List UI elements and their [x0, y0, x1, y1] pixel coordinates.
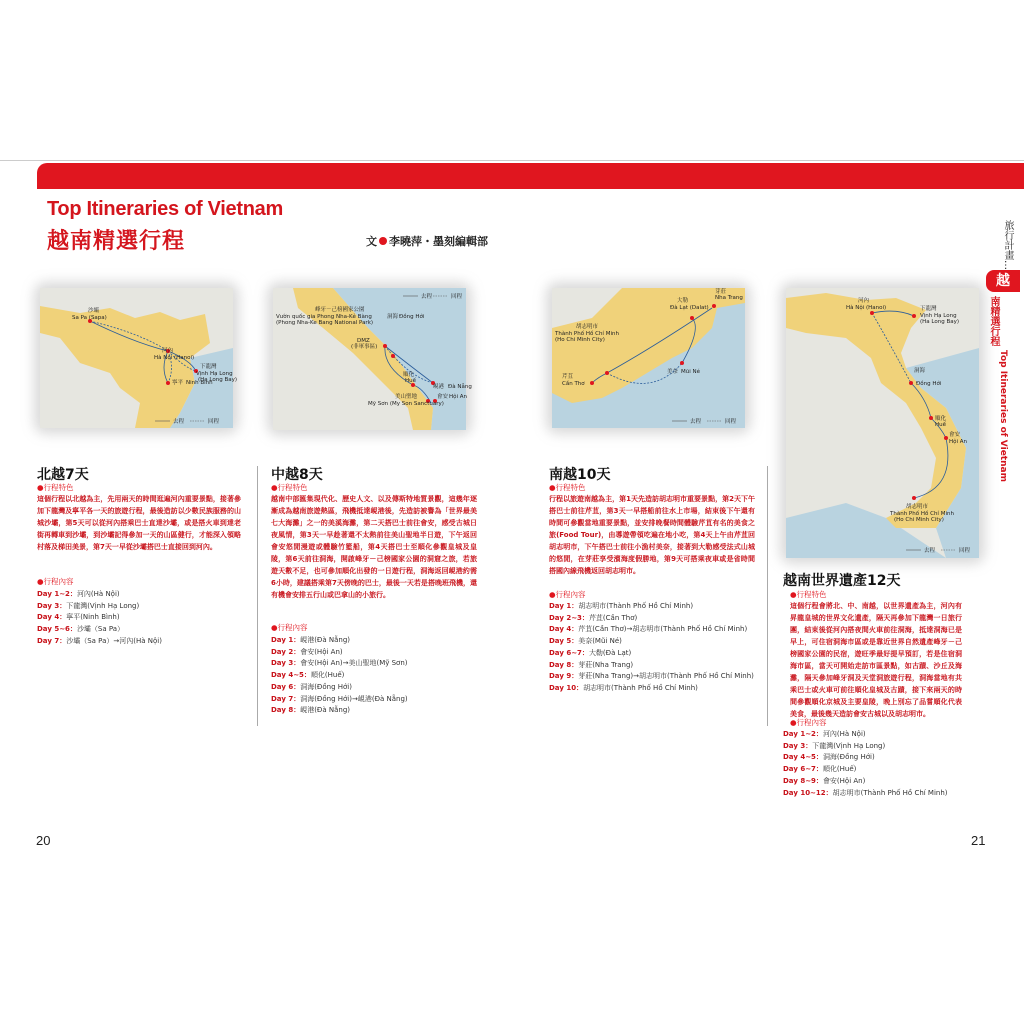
- label-halong-en: Vịnh Hạ Long: [196, 371, 233, 377]
- label-hanoi-en: Hà Nội (Hanoi): [154, 355, 195, 361]
- label-ninhbinh-en: Ninh Bình: [186, 380, 213, 386]
- heritage-feature-subtitle: ●行程特色: [790, 590, 827, 599]
- north-feature-subtitle: ●行程特色: [37, 483, 74, 492]
- bullet-dot-icon: [379, 237, 387, 245]
- label-dalat: 大勒: [677, 298, 689, 304]
- legend-back: 回程: [208, 419, 220, 425]
- label-halong: 下龍灣: [920, 306, 937, 312]
- heritage-content-subtitle: ●行程內容: [790, 718, 827, 727]
- pin-phongnha-icon: [383, 344, 387, 348]
- label-nhatrang-en: Nha Trang: [715, 295, 743, 301]
- label-dmz: DMZ: [357, 338, 370, 344]
- label-muine: 美奈: [667, 369, 679, 375]
- header-red-bar: [37, 163, 1024, 189]
- day-row: Day 10~12：胡志明市(Thành Phố Hồ Chí Minh): [783, 788, 948, 797]
- page-number-left: 20: [36, 833, 51, 848]
- label-hcm-vn: Thành Phố Hồ Chí Minh: [890, 511, 954, 517]
- legend-back: 回程: [959, 548, 971, 554]
- pin-ninhbinh-icon: [166, 381, 170, 385]
- legend-back: 回程: [725, 419, 737, 425]
- day-row: Day 4：芹苴(Cần Thơ)→胡志明市(Thành Phố Hồ Chí Minh): [549, 625, 748, 634]
- label-danang-en: Đà Nẵng: [448, 384, 472, 390]
- legend-go: 去程: [924, 548, 936, 554]
- day-row: Day 8：峴港(Đà Nẵng): [271, 706, 351, 715]
- label-hoian: 會安: [949, 432, 961, 438]
- central-content-subtitle: ●行程內容: [271, 623, 308, 632]
- label-donghoi: 洞海: [914, 368, 926, 374]
- north-day-list: [37, 589, 241, 648]
- label-donghoi-en: Đồng Hới: [399, 314, 425, 320]
- central-day-list: [271, 635, 477, 717]
- label-sapa-en: Sa Pa (Sapa): [72, 315, 107, 321]
- north-description: 這個行程以北越為主，先用兩天的時間逛遍河內重要景點，接著參加下龍灣及寧平各一天的旅遊行程，最後造訪以少數民族服務的山城沙壩，第5天可以從河內搭乘巴士直達沙壩，或是搭火車到達老街再轉車到沙壩，到沙壩記得參加一天的山區健行，才能深入領略村落及梯田美景，第7天一早從沙壩搭巴士直接回到河內。: [37, 495, 241, 551]
- label-hue: 順化: [935, 416, 947, 422]
- label-hoian-en: Hội An: [949, 439, 968, 445]
- legend-go: 去程: [173, 419, 185, 425]
- map-heritage: [786, 288, 979, 558]
- side-badge: 越: [986, 270, 1020, 292]
- day-row: Day 3：會安(Hội An)→美山聖地(Mỹ Sơn): [271, 659, 408, 668]
- pin-hue-icon: [929, 416, 933, 420]
- day-row: Day 1~2：河內(Hà Nội): [37, 590, 120, 598]
- day-row: Day 3：下龍灣(Vịnh Hạ Long): [37, 601, 140, 610]
- label-danang: 峴港: [433, 384, 445, 390]
- legend-go: 去程: [421, 294, 433, 300]
- day-row: Day 5：美奈(Mũi Né): [549, 637, 622, 646]
- label-phongnha: 峰牙－己榜國家公園: [315, 307, 365, 313]
- label-donghoi: 洞海: [387, 314, 399, 320]
- day-row: Day 10：胡志明市(Thành Phố Hồ Chí Minh): [549, 683, 698, 692]
- label-hcm-vn: Thành Phố Hồ Chí Minh: [555, 331, 619, 337]
- page-title-en: Top Itineraries of Vietnam: [47, 198, 283, 220]
- author-names: 李曉萍・墨刻編輯部: [389, 235, 488, 248]
- label-cantho-en: Cần Thơ: [562, 381, 585, 387]
- map-north: [40, 288, 238, 428]
- south-feature-subtitle: ●行程特色: [549, 483, 586, 492]
- pin-halong-icon: [912, 314, 916, 318]
- side-title-en: Top Itineraries of Vietnam: [998, 350, 1008, 482]
- column-divider: [767, 466, 768, 726]
- label-hue-en: Huế: [935, 422, 947, 428]
- day-row: Day 5~6：沙壩（Sa Pa）: [37, 625, 125, 634]
- central-description: 越南中部匯集現代化、歷史人文、以及傳斯特地質景觀，這幾年逐漸成為越南旅遊熱區，飛機抵達峴港後，先造訪被譽為「世界最美七大海灘」之一的美溪海灘，第二天搭巴士前往會安，感受古城日夜風情，第3天一早趁著還不太熱前往美山聖地半日遊，下午返回會安悠閒漫遊或體驗竹籃船，第4天搭巴士至順化參觀皇城及皇陵，第6天前往洞海，開啟峰牙－己榜國家公園的洞窟之旅，若旅遊天數不足，也可參加順化出發的一日遊行程，洞海返回峴港約需6小時，建議搭乘第7天傍晚的巴士，最後一天若是搭晚班飛機，還有機會安排五行山或巴拿山的小旅行。: [271, 495, 477, 599]
- author-credit: [366, 233, 488, 249]
- label-nhatrang: 芽莊: [715, 289, 727, 295]
- side-title-zh: 南精選行程: [988, 296, 999, 346]
- day-row: Day 2~3：芹苴(Cần Thơ): [549, 613, 638, 622]
- label-hcm: 胡志明市: [576, 324, 599, 330]
- label-dalat-en: Đà Lạt (Dalat): [670, 305, 709, 311]
- label-hanoi: 河內: [858, 298, 870, 304]
- day-row: Day 6~7：大勒(Đà Lạt): [549, 648, 632, 657]
- day-row: Day 7：洞海(Đồng Hới)→峴港(Đà Nẵng): [271, 694, 408, 703]
- legend-back: 回程: [451, 294, 463, 300]
- side-section-label: 旅行計畫…: [1002, 220, 1013, 270]
- central-feature-subtitle: ●行程特色: [271, 483, 308, 492]
- label-hcm-en: (Ho Chi Minh City): [894, 517, 944, 523]
- day-row: Day 4：寧平(Ninh Bình): [37, 613, 120, 622]
- page-title-zh: 越南精選行程: [47, 229, 186, 254]
- south-heading: 南越10天: [549, 467, 611, 483]
- day-row: Day 4~5：順化(Huế): [271, 671, 345, 680]
- column-divider: [257, 466, 258, 726]
- day-row: Day 6：洞海(Đồng Hới): [271, 682, 352, 691]
- north-content-subtitle: ●行程內容: [37, 577, 74, 586]
- page-number-right: 21: [971, 833, 986, 848]
- label-muine-en: Mũi Né: [681, 369, 701, 375]
- day-row: Day 8~9：會安(Hội An): [783, 776, 866, 785]
- pin-cantho-icon: [590, 381, 594, 385]
- north-heading: 北越7天: [37, 467, 89, 483]
- day-row: Day 8：芽莊(Nha Trang): [549, 660, 634, 669]
- label-ninhbinh: 寧平: [172, 380, 184, 386]
- pin-donghoi-icon: [391, 354, 395, 358]
- pin-dalat-icon: [690, 316, 694, 320]
- pin-hcm-icon: [605, 371, 609, 375]
- label-myson-en: Mỹ Sơn (My Son Sanctuary): [368, 401, 444, 407]
- pin-hoian-icon: [944, 436, 948, 440]
- label-hcm: 胡志明市: [906, 504, 929, 510]
- label-halong-en: Vịnh Hạ Long: [920, 313, 957, 319]
- label-hoian-en: Hội An: [449, 394, 468, 400]
- heritage-heading: 越南世界遺產12天: [783, 573, 901, 589]
- day-row: Day 6~7：順化(Huế): [783, 765, 857, 774]
- south-content-subtitle: ●行程內容: [549, 590, 586, 599]
- pin-nhatrang-icon: [712, 304, 716, 308]
- legend-go: 去程: [690, 419, 702, 425]
- label-myson: 美山聖地: [395, 394, 418, 400]
- pin-muine-icon: [680, 361, 684, 365]
- label-halong: 下龍灣: [200, 364, 217, 370]
- day-row: Day 7：沙壩（Sa Pa）→河內(Hà Nội): [37, 636, 162, 645]
- day-row: Day 1~2：河內(Hà Nội): [783, 730, 866, 738]
- label-cantho: 芹苴: [562, 374, 574, 380]
- heritage-description: 這個行程會將北、中、南越，以世界遺產為主，河內有昇龍皇城的世界文化遺產，隔天再參加下龍灣一日旅行團，結束後從河內搭夜間火車前往洞海，抵達洞海已是早上，可住宿洞海市區或是靠近世界自然遺產峰牙－己榜國家公園的民宿，遊旺季最好提早預訂，若是住宿洞海市區，當天可開始走訪市區景點，如古蹟、沙丘及海灘，隔天參加峰牙洞及天堂洞旅遊行程，洞海當地有共乘巴士或火車可前往順化皇城及古蹟，接下來兩天的時間參觀順化京城及主要皇陵，晚上別忘了品嘗順化代表美食，最後幾天造訪會安古城以及胡志明市。: [790, 602, 962, 718]
- author-prefix: 文: [366, 235, 377, 248]
- label-hanoi-en: Hà Nội (Hanoi): [846, 305, 887, 311]
- day-row: Day 3：下龍灣(Vịnh Hạ Long): [783, 741, 886, 750]
- label-phongnha-vn: Vườn quốc gia Phong Nha-Kẻ Bàng: [276, 314, 372, 320]
- label-sapa: 沙壩: [88, 308, 100, 314]
- day-row: Day 1：胡志明市(Thành Phố Hồ Chí Minh): [549, 602, 694, 610]
- label-halong-en2: (Ha Long Bay): [198, 377, 238, 383]
- pin-hanoi-icon: [870, 311, 874, 315]
- pin-hcm-icon: [912, 496, 916, 500]
- page-top-rule: [0, 160, 1024, 161]
- label-hue: 順化: [403, 372, 415, 378]
- central-heading: 中越8天: [271, 467, 323, 483]
- map-central: [273, 288, 472, 430]
- pin-donghoi-icon: [909, 381, 913, 385]
- label-hue-en: Huế: [405, 378, 417, 384]
- label-hoian: 會安: [437, 394, 449, 400]
- map-south: [552, 288, 745, 428]
- label-phongnha-en: (Phong Nha-Ke Bang National Park): [276, 320, 374, 326]
- label-hcm-en: (Ho Chi Minh City): [555, 337, 605, 343]
- label-hanoi: 河內: [162, 348, 174, 354]
- label-donghoi-en: Đồng Hới: [916, 381, 942, 387]
- south-day-list: [549, 601, 759, 695]
- label-dmz-zh: (非軍事區): [351, 344, 378, 350]
- day-row: Day 1：峴港(Đà Nẵng): [271, 636, 351, 644]
- day-row: Day 9：芽莊(Nha Trang)→胡志明市(Thành Phố Hồ Chí Minh): [549, 672, 754, 681]
- heritage-day-list: [783, 729, 963, 799]
- label-halong-en2: (Ha Long Bay): [920, 319, 960, 325]
- day-row: Day 4~5：洞海(Đồng Hới): [783, 753, 875, 762]
- day-row: Day 2：會安(Hội An): [271, 647, 343, 656]
- south-description: 行程以旅遊南越為主，第1天先造訪胡志明市重要景點，第2天下午搭巴士前往芹苴，第3天一早搭船前往水上市場，結束後下午還有時間可參觀當地重要景點，並安排晚餐時間體驗芹苴有名的美食之旅(Food Tour)，由導遊帶領吃遍在地小吃，第4天上午由芹苴回胡志明市，下午搭巴士前往小漁村美奈，接著到大勒感受法式山城的悠閒，在芽莊享受濱海度假勝地，第9天可搭乘夜車或是省時間搭國內線飛機返回胡志明市。: [549, 495, 755, 575]
